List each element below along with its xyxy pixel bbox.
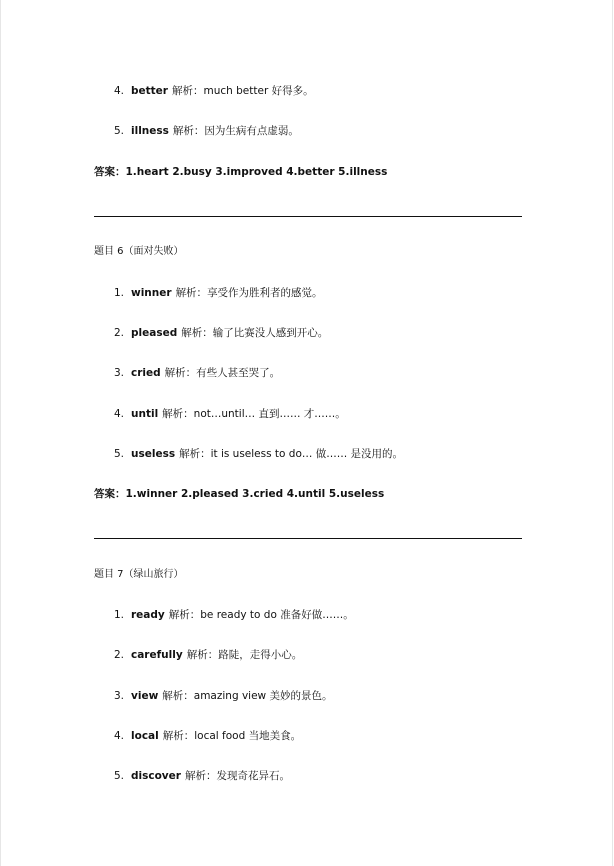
divider — [94, 538, 522, 539]
item-explanation: it is useless to do… 做…… 是没用的。 — [210, 448, 404, 460]
item-answer-word: carefully — [131, 649, 183, 661]
item-number: 4. — [114, 85, 125, 97]
item-answer-word: winner — [131, 287, 172, 299]
list-item — [114, 84, 314, 98]
item-explanation: 输了比赛没人感到开心。 — [212, 327, 329, 339]
list-item — [114, 124, 299, 138]
item-answer-word: view — [131, 690, 159, 702]
item-number: 1. — [114, 609, 125, 621]
item-label: 解析： — [162, 408, 194, 420]
answer-line: 答案：1.winner 2.pleased 3.cried 4.until 5.useless — [94, 488, 385, 500]
list-item — [114, 608, 354, 622]
item-label: 解析： — [172, 125, 205, 137]
list-item — [114, 689, 332, 703]
item-explanation: be ready to do 准备好做……。 — [200, 609, 354, 621]
item-answer-word: better — [131, 85, 168, 97]
item-answer-word: ready — [131, 609, 165, 621]
item-answer-word: illness — [131, 125, 169, 137]
item-label: 解析： — [184, 770, 217, 782]
item-explanation: local food 当地美食。 — [194, 730, 302, 742]
item-explanation: much better 好得多。 — [203, 85, 314, 97]
item-number: 5. — [114, 448, 125, 460]
item-label: 解析： — [186, 649, 219, 661]
item-explanation: 享受作为胜利者的感觉。 — [207, 287, 323, 299]
item-number: 4. — [114, 730, 125, 742]
list-item — [114, 648, 302, 662]
item-number: 3. — [114, 367, 125, 379]
item-explanation: 发现奇花异石。 — [216, 770, 290, 782]
section-title: 题目 6（面对失败） — [94, 246, 184, 257]
item-explanation: amazing view 美妙的景色。 — [193, 690, 333, 702]
list-item — [114, 286, 323, 300]
item-label: 解析： — [175, 287, 208, 299]
item-explanation: not…until… 直到…… 才……。 — [193, 408, 346, 420]
item-answer-word: useless — [131, 448, 176, 460]
item-number: 2. — [114, 327, 125, 339]
item-answer-word: local — [131, 730, 159, 742]
item-label: 解析： — [171, 85, 204, 97]
item-label: 解析： — [162, 690, 194, 702]
item-number: 5. — [114, 770, 125, 782]
divider — [94, 216, 522, 217]
item-number: 5. — [114, 125, 125, 137]
item-label: 解析： — [179, 448, 211, 460]
item-label: 解析： — [162, 730, 195, 742]
item-explanation: 路陡，走得小心。 — [218, 649, 303, 661]
list-item — [114, 729, 301, 743]
item-number: 2. — [114, 649, 125, 661]
item-number: 4. — [114, 408, 125, 420]
list-item — [114, 407, 346, 421]
item-answer-word: until — [131, 408, 159, 420]
list-item — [114, 447, 403, 461]
item-answer-word: cried — [131, 367, 161, 379]
item-label: 解析： — [181, 327, 213, 339]
answer-line: 答案：1.heart 2.busy 3.improved 4.better 5.illness — [94, 166, 388, 178]
item-explanation: 因为生病有点虚弱。 — [204, 125, 299, 137]
item-label: 解析： — [164, 367, 197, 379]
list-item — [114, 326, 328, 340]
item-answer-word: pleased — [131, 327, 178, 339]
list-item — [114, 769, 290, 783]
item-answer-word: discover — [131, 770, 181, 782]
item-explanation: 有些人甚至哭了。 — [196, 367, 281, 379]
item-label: 解析： — [168, 609, 201, 621]
item-number: 1. — [114, 287, 125, 299]
section-title: 题目 7（绿山旅行） — [94, 569, 184, 580]
item-number: 3. — [114, 690, 125, 702]
list-item — [114, 366, 280, 380]
